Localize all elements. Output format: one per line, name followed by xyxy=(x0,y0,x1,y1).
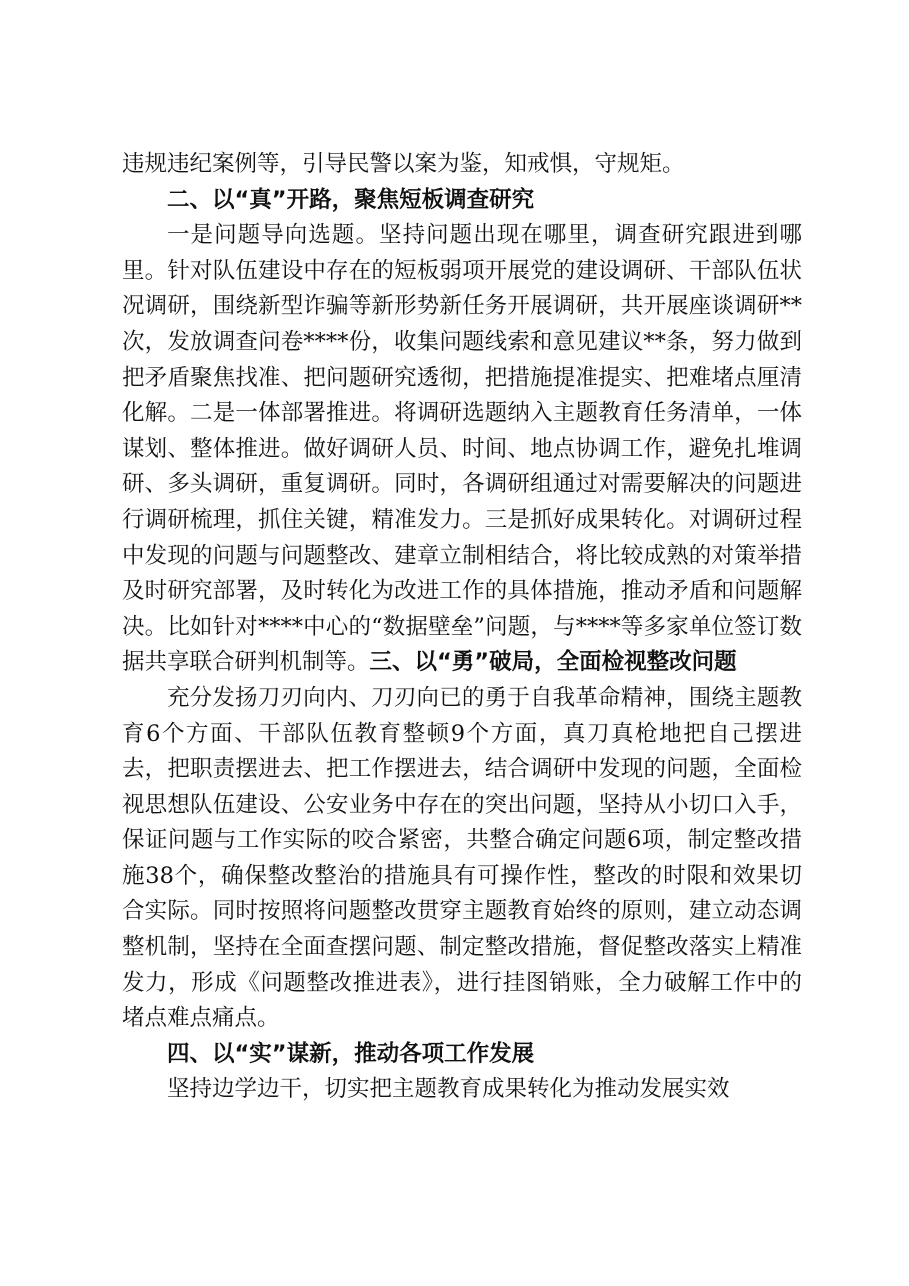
section-heading-4: 四、以“实”谋新，推动各项工作发展 xyxy=(167,1040,535,1067)
section-heading-2: 二、以“真”开路，聚焦短板调查研究 xyxy=(167,186,535,213)
section-heading-3: 三、以“勇”破局，全面检视整改问题 xyxy=(369,649,737,676)
paragraph-section-2 xyxy=(122,218,802,681)
paragraph-section-4: 坚持边学边干，切实把主题教育成果转化为推动发展实效 xyxy=(167,1076,730,1103)
paragraph-section-3: 充分发扬刀刃向内、刀刃向已的勇于自我革命精神，围绕主题教育6个方面、干部队伍教育整顿9个方面，真刀真枪地把自己摆进去，把职责摆进去、把工作摆进去，结合调研中发现的问题，全面检视思想队伍建设、公安业务中存在的突出问题，坚持从小切口入手，保证问题与工作实际的咬合紧密，共整合确定问题6项，制定整改措施38个，确保整改整治的措施具有可操作性，整改的时限和效果切合实际。同时按照将问题整改贯穿主题教育始终的原则，建立动态调整机制，坚持在全面查摆问题、制定整改措施，督促整改落实上精准发力，形成《问题整改推进表》，进行挂图销账，全力破解工作中的堵点难点痛点。 xyxy=(122,684,802,1032)
paragraph-continuation: 违规违纪案例等，引导民警以案为鉴，知戒惧，守规矩。 xyxy=(122,151,685,177)
paragraph-section-2-text: 一是问题导向选题。坚持问题出现在哪里，调查研究跟进到哪里。针对队伍建设中存在的短板弱项开展党的建设调研、干部队伍状况调研，围绕新型诈骗等新形势新任务开展调研，共开展座谈调研**次，发放调查问卷****份，收集问题线索和意见建议**条，努力做到把矛盾聚焦找准、把问题研究透彻，把措施提准提实、把难堵点厘清化解。二是一体部署推进。将调研选题纳入主题教育任务清单，一体谋划、整体推进。做好调研人员、时间、地点协调工作，避免扎堆调研、多头调研，重复调研。同时，各调研组通过对需要解决的问题进行调研梳理，抓住关键，精准发力。三是抓好成果转化。对调研过程中发现的问题与问题整改、建章立制相结合，将比较成熟的对策举措及时研究部署，及时转化为改进工作的具体措施，推动矛盾和问题解决。比如针对****中心的“数据壁垒”问题，与****等多家单位签订数据共享联合研判机制等。 xyxy=(122,222,802,676)
document-body xyxy=(122,147,802,1108)
